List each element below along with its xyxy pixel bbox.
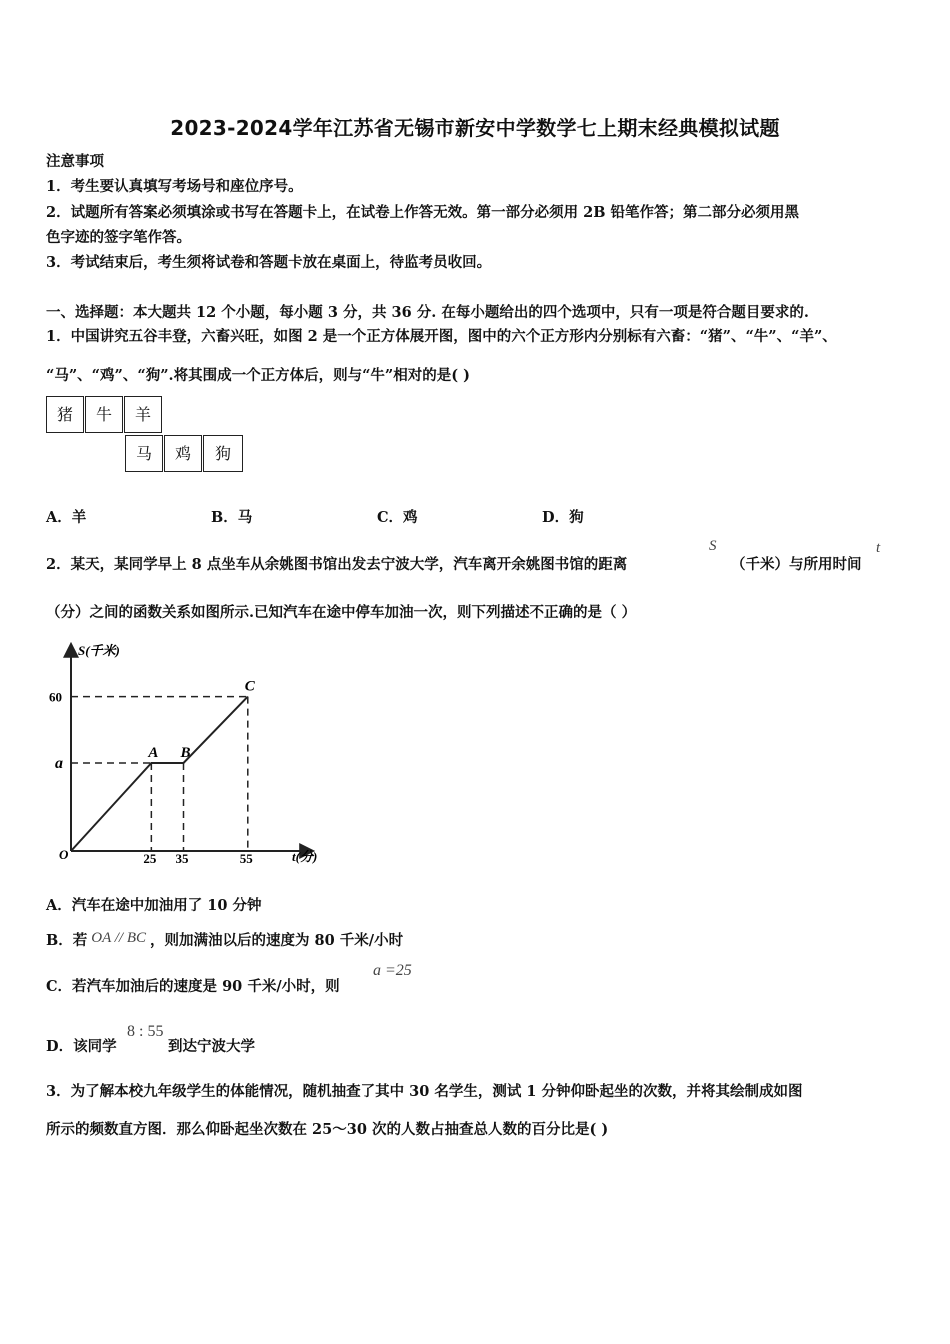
notice-item: 3．考试结束后，考生须将试卷和答题卡放在桌面上，待监考员收回。 [46,254,492,271]
q1-option-c[interactable]: C．鸡 [377,509,418,526]
y-tick-label: 60 [49,689,62,705]
q1-option-d[interactable]: D．狗 [542,509,584,526]
q2-stem: （分）之间的函数关系如图所示.已知汽车在途中停车加油一次，则下列描述不正确的是（ ） [46,604,637,621]
q2-option-d-math: 8 : 55 [127,1023,164,1040]
y-axis-label: S(千米) [78,643,120,658]
q2-option-d[interactable]: D．该同学 [46,1038,117,1055]
q2-option-b-prefix: B．若 [46,932,88,949]
q2-option-a[interactable]: A．汽车在途中加油用了 10 分钟 [46,897,262,914]
point-label-b: B [180,745,191,761]
q2-stem: （千米）与所用时间 [731,556,862,573]
net-square: 猪 [46,396,84,433]
q1-option-b[interactable]: B．马 [211,509,253,526]
notice-item: 2．试题所有答案必须填涂或书写在答题卡上，在试卷上作答无效。第一部分必须用 2B 铅笔作答；第二部分必须用黑 [46,204,800,221]
distance-time-graph [40,635,340,875]
q2-option-b-math: OA // BC [91,930,146,946]
net-square: 牛 [85,396,123,433]
origin-label: O [59,847,69,862]
var-s: S [709,538,717,554]
page-title: 2023-2024学年江苏省无锡市新安中学数学七上期末经典模拟试题 [170,116,780,140]
q1-option-a[interactable]: A．羊 [46,509,87,526]
net-square: 马 [125,435,163,472]
x-tick-label: 55 [239,851,253,866]
series-line [71,697,248,851]
notice-item: 1．考生要认真填写考场号和座位序号。 [46,178,303,195]
net-square: 鸡 [164,435,202,472]
q1-stem: “马”、“鸡”、“狗”.将其围成一个正方体后，则与“牛”相对的是( ) [46,367,471,384]
q1-stem: 1．中国讲究五谷丰登，六畜兴旺，如图 2 是一个正方体展开图，图中的六个正方形内分别标有六畜：“猪”、“牛”、“羊”、 [46,328,837,345]
x-tick-label: 25 [143,851,157,866]
net-square: 羊 [124,396,162,433]
x-axis-label: t(分) [292,849,318,864]
net-square: 狗 [203,435,243,472]
q2-option-c[interactable]: C．若汽车加油后的速度是 90 千米/小时，则 [46,978,340,995]
point-label-c: C [244,678,255,695]
point-label-a: A [148,745,159,761]
q2-option-c-math: a =25 [373,962,412,979]
q2-option-b[interactable] [46,931,403,951]
y-tick-label: a [55,755,63,772]
notice-heading: 注意事项 [46,153,104,170]
x-tick-label: 35 [175,851,189,866]
q2-option-d-suffix: 到达宁波大学 [168,1038,255,1055]
section-heading: 一、选择题：本大题共 12 个小题，每小题 3 分，共 36 分. 在每小题给出的四个选项中，只有一项是符合题目要求的. [46,304,809,321]
q3-stem: 3．为了解本校九年级学生的体能情况，随机抽查了其中 30 名学生，测试 1 分钟仰卧起坐的次数，并将其绘制成如图 [46,1083,803,1100]
q2-stem: 2．某天，某同学早上 8 点坐车从余姚图书馆出发去宁波大学，汽车离开余姚图书馆的距离 [46,556,628,573]
q2-option-b-suffix: ，则加满油以后的速度为 80 千米/小时 [150,932,404,949]
q3-stem: 所示的频数直方图．那么仰卧起坐次数在 25～30 次的人数占抽查总人数的百分比是( ) [46,1121,609,1138]
notice-item: 色字迹的签字笔作答。 [46,229,191,246]
var-t: t [876,540,881,556]
